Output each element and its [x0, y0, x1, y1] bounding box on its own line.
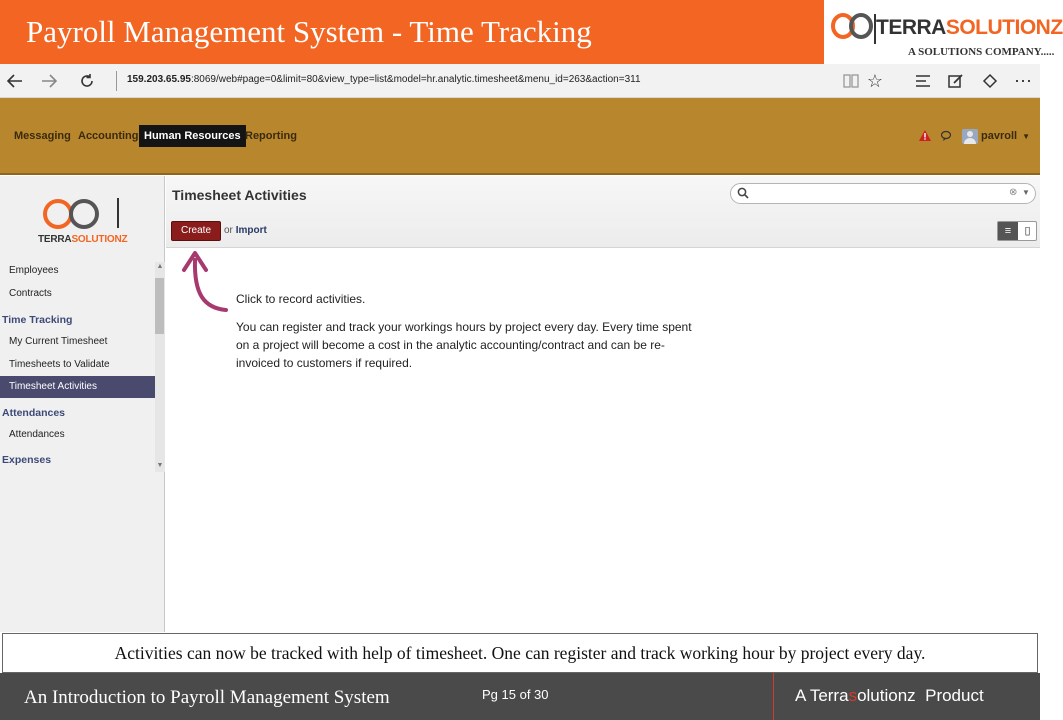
sidebar-group-expenses: Expenses: [2, 454, 52, 466]
sidebar-logo-icon: [38, 194, 128, 234]
sidebar-group-attendances: Attendances: [2, 407, 66, 419]
sidebar-item-employees[interactable]: Employees: [9, 265, 59, 276]
page-title: Timesheet Activities: [172, 187, 307, 203]
infinity-logo-icon: [830, 10, 874, 42]
more-icon[interactable]: ⋯: [1014, 70, 1032, 91]
scroll-down-icon[interactable]: ▼: [156, 462, 164, 469]
sidebar-item-attendances[interactable]: Attendances: [9, 429, 65, 440]
browser-toolbar: [0, 64, 1040, 98]
back-icon[interactable]: [2, 68, 28, 94]
hub-icon[interactable]: [910, 68, 936, 94]
logo-tagline: A SOLUTIONS COMPANY.....: [908, 46, 1055, 58]
footer-product: A Terrasolutionz Product: [795, 686, 984, 705]
help-body: You can register and track your workings hours by project every day. Every time spent on a project will become a cost in the analytic accounting/contract and can be re-invoiced to customers if required.: [236, 320, 692, 370]
chat-icon[interactable]: [941, 131, 953, 141]
import-group: [224, 225, 267, 236]
user-name: pavroll: [981, 130, 1018, 142]
chevron-down-icon: ▼: [1022, 132, 1031, 141]
avatar[interactable]: [962, 129, 978, 144]
nav-accounting[interactable]: Accounting: [78, 130, 139, 142]
sidebar-logo-text: TERRASOLUTIONZ: [38, 234, 128, 245]
footer-divider: [773, 673, 774, 720]
help-title: Click to record activities.: [236, 292, 366, 306]
search-input[interactable]: [751, 186, 1001, 201]
sidebar-group-time-tracking: Time Tracking: [2, 314, 73, 326]
footer-title: An Introduction to Payroll Management System: [24, 687, 390, 708]
nav-human-resources[interactable]: Human Resources: [139, 125, 246, 147]
import-link[interactable]: Import: [235, 225, 267, 236]
note-icon[interactable]: [943, 68, 969, 94]
sidebar-item-timesheets-to-validate[interactable]: Timesheets to Validate: [9, 359, 110, 370]
main-header: [166, 176, 1040, 248]
company-logo: [824, 0, 1063, 64]
sidebar-scroll-thumb[interactable]: [155, 278, 164, 334]
pointer-arrow-icon: [178, 250, 230, 314]
slide-title: Payroll Management System - Time Tracking: [26, 14, 592, 49]
search-icon: [737, 187, 749, 199]
app-top-nav: [0, 98, 1040, 175]
scroll-up-icon[interactable]: ▲: [156, 263, 164, 270]
sidebar-item-timesheet-activities[interactable]: Timesheet Activities: [0, 376, 155, 398]
or-label: or: [224, 225, 233, 236]
sidebar-item-contracts[interactable]: Contracts: [9, 288, 52, 299]
slide-header: [0, 0, 1063, 64]
list-view-icon[interactable]: ≡: [998, 222, 1018, 240]
form-view-icon[interactable]: ▯: [1024, 225, 1031, 237]
left-sidebar: [0, 176, 165, 632]
search-options-icon[interactable]: ▼: [1022, 188, 1030, 197]
user-menu[interactable]: [981, 125, 1030, 147]
reading-view-icon[interactable]: [838, 68, 864, 94]
share-icon[interactable]: [977, 68, 1003, 94]
view-switcher: [997, 221, 1037, 241]
create-button[interactable]: Create: [171, 221, 221, 241]
nav-messaging[interactable]: Messaging: [14, 130, 71, 142]
logo-name: TERRASOLUTIONZ: [876, 16, 1063, 39]
refresh-icon[interactable]: [74, 68, 100, 94]
favorite-star-icon[interactable]: ☆: [866, 70, 884, 91]
clear-search-icon[interactable]: ⊗: [1009, 187, 1018, 198]
search-box[interactable]: [730, 183, 1036, 204]
alert-icon[interactable]: [919, 130, 931, 141]
slide-footer: [0, 673, 1040, 720]
url-separator: [116, 71, 117, 91]
address-bar[interactable]: 159.203.65.95:8069/web#page=0&limit=80&view_type=list&model=hr.analytic.timesheet&menu_id=263&action=311: [127, 74, 641, 85]
sidebar-item-my-current-timesheet[interactable]: My Current Timesheet: [9, 336, 108, 347]
page-number: Pg 15 of 30: [482, 687, 549, 702]
slide-caption: Activities can now be tracked with help of timesheet. One can register and track working hour by project every day.: [2, 633, 1038, 673]
forward-icon[interactable]: [36, 68, 62, 94]
nav-reporting[interactable]: Reporting: [245, 130, 297, 142]
